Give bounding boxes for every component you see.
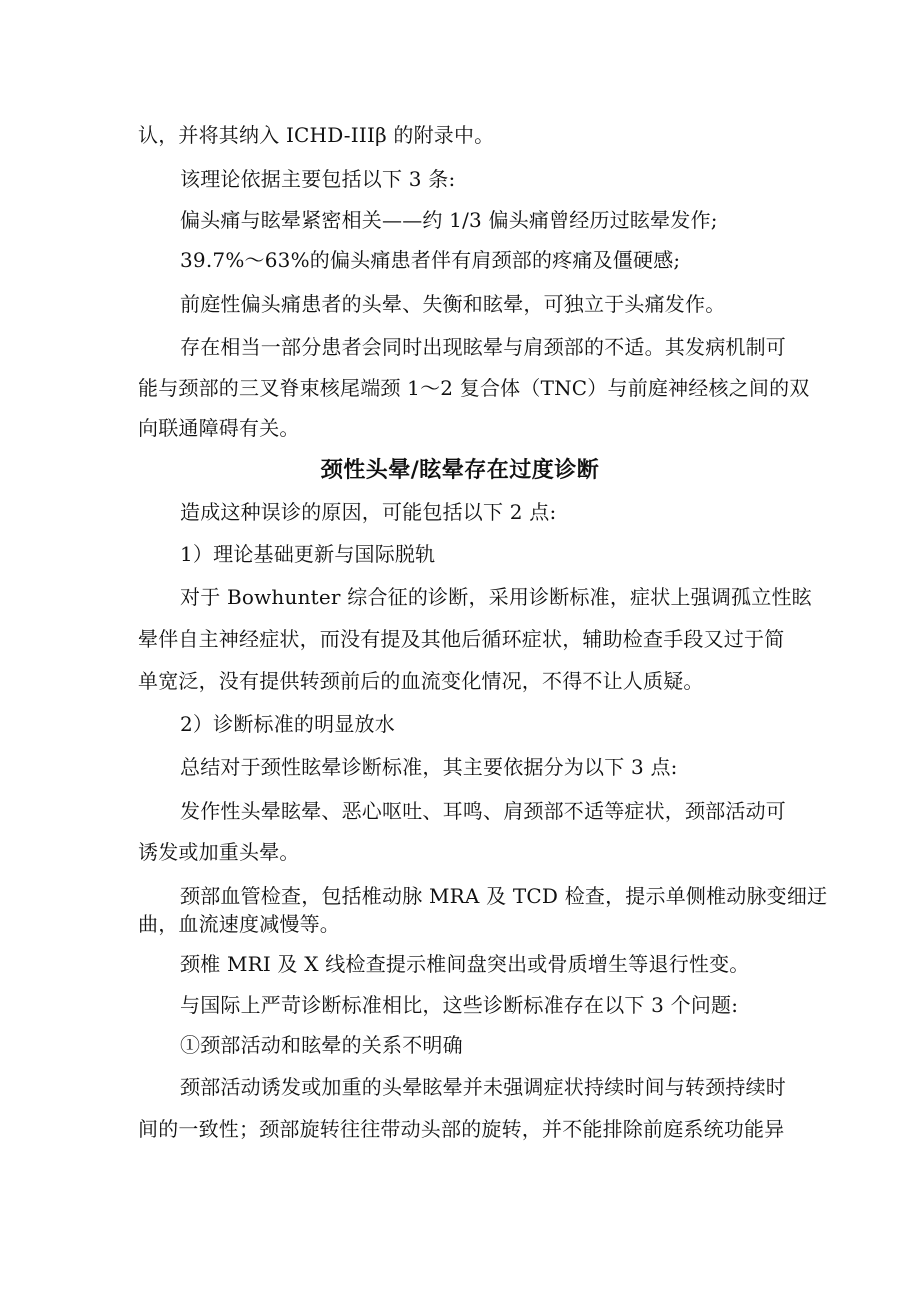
text-line: 曲，血流速度减慢等。 (138, 912, 340, 936)
section-heading: 颈性头晕/眩晕存在过度诊断 (320, 458, 600, 483)
text-line: 39.7%～63%的偏头痛患者伴有肩颈部的疼痛及僵硬感; (180, 248, 681, 272)
text-line: 诱发或加重头晕。 (138, 840, 300, 864)
text-line: 造成这种误诊的原因，可能包括以下 2 点: (180, 500, 557, 524)
text-line: 前庭性偏头痛患者的头晕、失衡和眩晕，可独立于头痛发作。 (180, 292, 726, 316)
text-line: 间的一致性；颈部旋转往往带动头部的旋转，并不能排除前庭系统功能异 (138, 1117, 785, 1141)
text-line: 认，并将其纳入 ICHD-IIIβ 的附录中。 (138, 123, 495, 147)
text-line: 存在相当一部分患者会同时出现眩晕与肩颈部的不适。其发病机制可 (180, 335, 786, 359)
text-line: ①颈部活动和眩晕的关系不明确 (180, 1033, 463, 1057)
text-line: 总结对于颈性眩晕诊断标准，其主要依据分为以下 3 点: (180, 755, 678, 779)
text-line: 晕伴自主神经症状，而没有提及其他后循环症状，辅助检查手段又过于简 (138, 627, 785, 651)
text-line: 与国际上严苛诊断标准相比，这些诊断标准存在以下 3 个问题: (180, 993, 739, 1017)
text-line: 能与颈部的三叉脊束核尾端颈 1～2 复合体（TNC）与前庭神经核之间的双 (138, 376, 810, 400)
text-line: 单宽泛，没有提供转颈前后的血流变化情况，不得不让人质疑。 (138, 669, 704, 693)
text-line: 2）诊断标准的明显放水 (180, 712, 395, 736)
text-line: 对于 Bowhunter 综合征的诊断，采用诊断标准，症状上强调孤立性眩 (180, 585, 812, 609)
text-line: 颈部活动诱发或加重的头晕眩晕并未强调症状持续时间与转颈持续时 (180, 1075, 786, 1099)
text-line: 颈部血管检查，包括椎动脉 MRA 及 TCD 检查，提示单侧椎动脉变细迂 (180, 884, 828, 908)
text-line: 发作性头晕眩晕、恶心呕吐、耳鸣、肩颈部不适等症状，颈部活动可 (180, 799, 786, 823)
text-line: 1）理论基础更新与国际脱轨 (180, 542, 436, 566)
text-line: 向联通障碍有关。 (138, 416, 300, 440)
text-line: 偏头痛与眩晕紧密相关——约 1/3 偏头痛曾经历过眩晕发作; (180, 208, 718, 232)
text-line: 颈椎 MRI 及 X 线检查提示椎间盘突出或骨质增生等退行性变。 (180, 952, 750, 976)
text-line: 该理论依据主要包括以下 3 条: (180, 167, 456, 191)
